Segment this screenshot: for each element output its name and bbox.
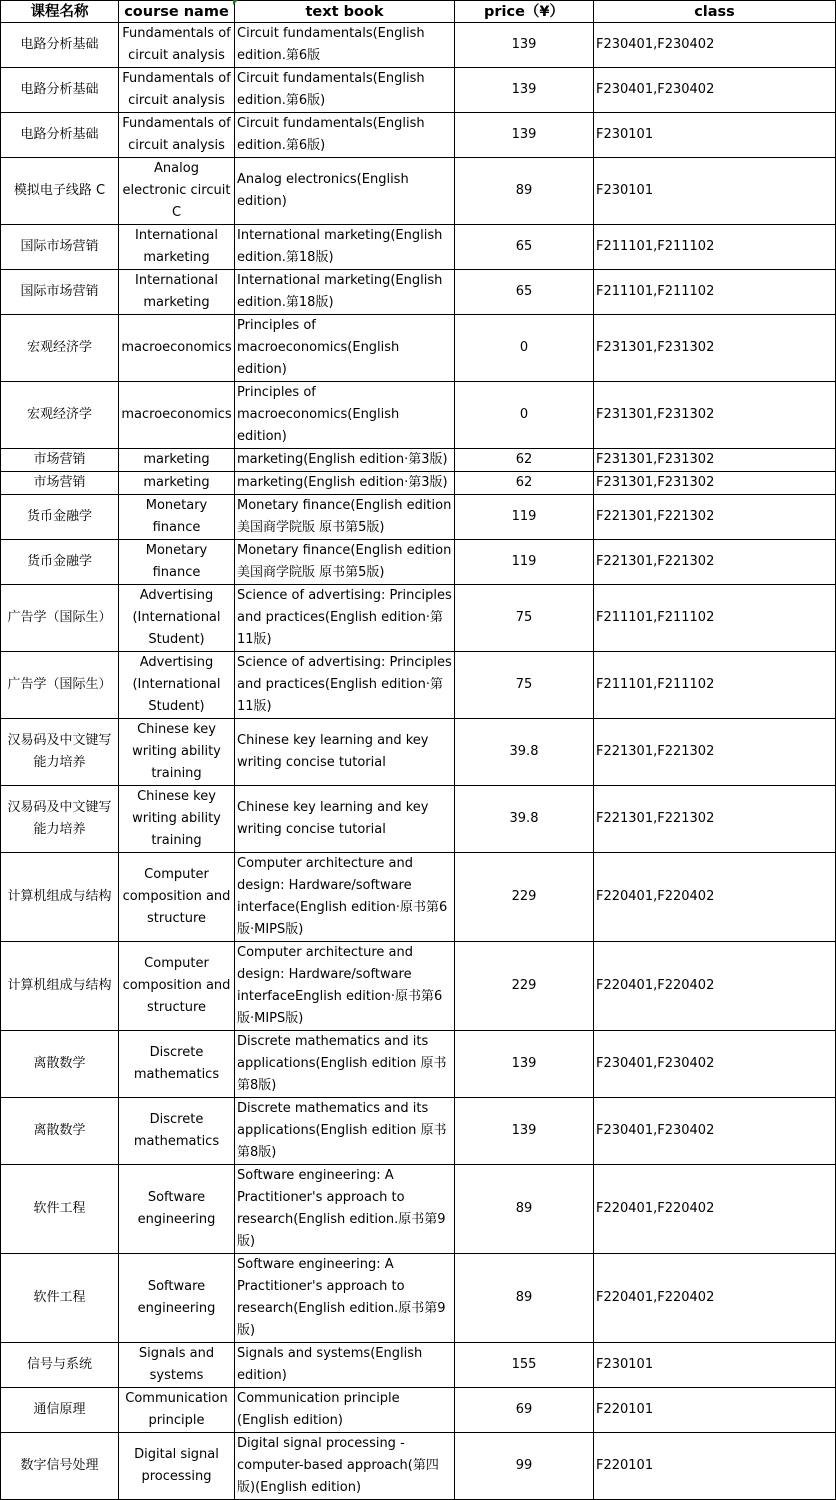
cell-text-book[interactable]: Monetary finance(English edition 美国商学院版 原书第5版)	[235, 540, 455, 585]
table-row	[1, 449, 836, 472]
cell-class[interactable]: F211101,F211102	[594, 652, 836, 719]
cell-class[interactable]: F221301,F221302	[594, 540, 836, 585]
cell-cn-name[interactable]: 市场营销	[1, 449, 119, 472]
cell-text-book[interactable]: marketing(English edition·第3版)	[235, 449, 455, 472]
cell-text-book[interactable]: Analog electronics(English edition)	[235, 158, 455, 225]
cell-price[interactable]: 119	[455, 540, 594, 585]
cell-text-book[interactable]: Monetary finance(English edition 美国商学院版 原书第5版)	[235, 495, 455, 540]
cell-class[interactable]: F230401,F230402	[594, 68, 836, 113]
cell-class[interactable]: F220401,F220402	[594, 853, 836, 942]
cell-price[interactable]: 119	[455, 495, 594, 540]
cell-course-name[interactable]: marketing	[119, 449, 235, 472]
cell-course-name[interactable]: Signals and systems	[119, 1343, 235, 1388]
cell-text-book[interactable]: Science of advertising: Principles and practices(English edition·第11版)	[235, 652, 455, 719]
cell-course-name[interactable]: Computer composition and structure	[119, 942, 235, 1031]
cell-class[interactable]: F211101,F211102	[594, 270, 836, 315]
cell-course-name[interactable]: Computer composition and structure	[119, 853, 235, 942]
cell-class[interactable]: F220401,F220402	[594, 1165, 836, 1254]
cell-price[interactable]: 139	[455, 1031, 594, 1098]
cell-cn-name[interactable]: 国际市场营销	[1, 225, 119, 270]
cell-class[interactable]: F231301,F231302	[594, 472, 836, 495]
cell-price[interactable]: 75	[455, 585, 594, 652]
cell-cn-name[interactable]: 汉易码及中文键写能力培养	[1, 786, 119, 853]
cell-price[interactable]: 139	[455, 1098, 594, 1165]
cell-class[interactable]: F230101	[594, 158, 836, 225]
cell-class[interactable]: F230401,F230402	[594, 1031, 836, 1098]
cell-class[interactable]: F221301,F221302	[594, 719, 836, 786]
cell-course-name[interactable]: Advertising (International Student)	[119, 585, 235, 652]
cell-price[interactable]: 89	[455, 1254, 594, 1343]
cell-price[interactable]: 65	[455, 270, 594, 315]
cell-cn-name[interactable]: 货币金融学	[1, 540, 119, 585]
header-course-name[interactable]: course name	[119, 1, 235, 23]
cell-price[interactable]: 89	[455, 1165, 594, 1254]
table-row	[1, 1165, 836, 1254]
table-row	[1, 1433, 836, 1500]
cell-cn-name[interactable]: 软件工程	[1, 1165, 119, 1254]
cell-text-book[interactable]: Principles of macroeconomics(English edition)	[235, 382, 455, 449]
cell-cn-name[interactable]: 通信原理	[1, 1388, 119, 1433]
cell-price[interactable]: 62	[455, 472, 594, 495]
cell-text-book[interactable]: Discrete mathematics and its applications(English edition 原书第8版)	[235, 1031, 455, 1098]
cell-class[interactable]: F231301,F231302	[594, 449, 836, 472]
cell-comment-marker	[233, 0, 238, 5]
cell-cn-name[interactable]: 离散数学	[1, 1098, 119, 1165]
table-row	[1, 652, 836, 719]
table-row	[1, 382, 836, 449]
cell-cn-name[interactable]: 国际市场营销	[1, 270, 119, 315]
cell-cn-name[interactable]: 市场营销	[1, 472, 119, 495]
table-row	[1, 585, 836, 652]
cell-class[interactable]: F221301,F221302	[594, 495, 836, 540]
cell-class[interactable]: F211101,F211102	[594, 225, 836, 270]
cell-cn-name[interactable]: 数字信号处理	[1, 1433, 119, 1500]
cell-text-book[interactable]: Software engineering: A Practitioner's approach to research(English edition.原书第9版)	[235, 1165, 455, 1254]
cell-price[interactable]: 0	[455, 315, 594, 382]
cell-class[interactable]: F220101	[594, 1388, 836, 1433]
cell-course-name[interactable]: macroeconomics	[119, 315, 235, 382]
cell-price[interactable]: 229	[455, 853, 594, 942]
cell-class[interactable]: F231301,F231302	[594, 315, 836, 382]
cell-course-name[interactable]: Discrete mathematics	[119, 1031, 235, 1098]
cell-text-book[interactable]: International marketing(English edition.第18版)	[235, 225, 455, 270]
cell-price[interactable]: 139	[455, 68, 594, 113]
cell-course-name[interactable]: Software engineering	[119, 1165, 235, 1254]
cell-price[interactable]: 0	[455, 382, 594, 449]
cell-cn-name[interactable]: 汉易码及中文键写能力培养	[1, 719, 119, 786]
cell-course-name[interactable]: International marketing	[119, 225, 235, 270]
cell-cn-name[interactable]: 电路分析基础	[1, 68, 119, 113]
cell-price[interactable]: 75	[455, 652, 594, 719]
header-class[interactable]: class	[594, 1, 836, 23]
cell-cn-name[interactable]: 宏观经济学	[1, 315, 119, 382]
cell-cn-name[interactable]: 电路分析基础	[1, 113, 119, 158]
table-row	[1, 23, 836, 68]
header-cn-name[interactable]: 课程名称	[1, 1, 119, 23]
cell-course-name[interactable]: Fundamentals of circuit analysis	[119, 113, 235, 158]
cell-text-book[interactable]: Chinese key learning and key writing concise tutorial	[235, 719, 455, 786]
cell-price[interactable]: 65	[455, 225, 594, 270]
cell-text-book[interactable]: Principles of macroeconomics(English edition)	[235, 315, 455, 382]
cell-text-book[interactable]: Signals and systems(English edition)	[235, 1343, 455, 1388]
cell-course-name[interactable]: Advertising (International Student)	[119, 652, 235, 719]
cell-course-name[interactable]: macroeconomics	[119, 382, 235, 449]
cell-text-book[interactable]: Software engineering: A Practitioner's approach to research(English edition.原书第9版)	[235, 1254, 455, 1343]
cell-text-book[interactable]: Computer architecture and design: Hardware/software interface(English edition·原书第6版·MIPS版)	[235, 853, 455, 942]
cell-course-name[interactable]: Digital signal processing	[119, 1433, 235, 1500]
cell-class[interactable]: F230101	[594, 113, 836, 158]
cell-price[interactable]: 89	[455, 158, 594, 225]
table-row	[1, 315, 836, 382]
table-row	[1, 719, 836, 786]
cell-text-book[interactable]: Circuit fundamentals(English edition.第6版)	[235, 68, 455, 113]
cell-course-name[interactable]: Chinese key writing ability training	[119, 719, 235, 786]
cell-class[interactable]: F211101,F211102	[594, 585, 836, 652]
cell-text-book[interactable]: Computer architecture and design: Hardware/software interfaceEnglish edition·原书第6版·MIPS版)	[235, 942, 455, 1031]
cell-course-name[interactable]: Fundamentals of circuit analysis	[119, 68, 235, 113]
cell-price[interactable]: 139	[455, 23, 594, 68]
table-row	[1, 853, 836, 942]
cell-class[interactable]: F230101	[594, 1343, 836, 1388]
table-row	[1, 786, 836, 853]
cell-course-name[interactable]: Fundamentals of circuit analysis	[119, 23, 235, 68]
cell-cn-name[interactable]: 电路分析基础	[1, 23, 119, 68]
header-row	[1, 1, 836, 23]
table-row	[1, 472, 836, 495]
table-row	[1, 1343, 836, 1388]
cell-class[interactable]: F230401,F230402	[594, 23, 836, 68]
table-row	[1, 1254, 836, 1343]
cell-text-book[interactable]: marketing(English edition·第3版)	[235, 472, 455, 495]
table-row	[1, 158, 836, 225]
table-row	[1, 1098, 836, 1165]
cell-class[interactable]: F230401,F230402	[594, 1098, 836, 1165]
cell-cn-name[interactable]: 离散数学	[1, 1031, 119, 1098]
cell-course-name[interactable]: Communication principle	[119, 1388, 235, 1433]
table-row	[1, 1388, 836, 1433]
cell-price[interactable]: 69	[455, 1388, 594, 1433]
table-row	[1, 942, 836, 1031]
cell-cn-name[interactable]: 信号与系统	[1, 1343, 119, 1388]
cell-text-book[interactable]: Circuit fundamentals(English edition.第6版)	[235, 113, 455, 158]
cell-class[interactable]: F220401,F220402	[594, 1254, 836, 1343]
cell-price[interactable]: 39.8	[455, 719, 594, 786]
table-row	[1, 540, 836, 585]
header-text-book[interactable]: text book	[235, 1, 455, 23]
table-row	[1, 68, 836, 113]
cell-price[interactable]: 62	[455, 449, 594, 472]
cell-price[interactable]: 99	[455, 1433, 594, 1500]
cell-cn-name[interactable]: 软件工程	[1, 1254, 119, 1343]
cell-text-book[interactable]: Communication principle (English edition)	[235, 1388, 455, 1433]
table-row	[1, 495, 836, 540]
table-row	[1, 113, 836, 158]
cell-course-name[interactable]: Discrete mathematics	[119, 1098, 235, 1165]
cell-class[interactable]: F221301,F221302	[594, 786, 836, 853]
cell-class[interactable]: F220101	[594, 1433, 836, 1500]
table-row	[1, 1031, 836, 1098]
cell-course-name[interactable]: Software engineering	[119, 1254, 235, 1343]
cell-class[interactable]: F220401,F220402	[594, 942, 836, 1031]
cell-cn-name[interactable]: 广告学（国际生）	[1, 652, 119, 719]
cell-price[interactable]: 229	[455, 942, 594, 1031]
cell-price[interactable]: 39.8	[455, 786, 594, 853]
cell-cn-name[interactable]: 计算机组成与结构	[1, 942, 119, 1031]
cell-cn-name[interactable]: 广告学（国际生）	[1, 585, 119, 652]
cell-cn-name[interactable]: 货币金融学	[1, 495, 119, 540]
cell-class[interactable]: F231301,F231302	[594, 382, 836, 449]
cell-course-name[interactable]: Monetary finance	[119, 495, 235, 540]
cell-text-book[interactable]: Chinese key learning and key writing concise tutorial	[235, 786, 455, 853]
table-row	[1, 270, 836, 315]
cell-course-name[interactable]: Chinese key writing ability training	[119, 786, 235, 853]
cell-text-book[interactable]: Discrete mathematics and its applications(English edition 原书第8版)	[235, 1098, 455, 1165]
table-body	[1, 23, 836, 1500]
cell-course-name[interactable]: Analog electronic circuit C	[119, 158, 235, 225]
cell-cn-name[interactable]: 计算机组成与结构	[1, 853, 119, 942]
cell-text-book[interactable]: International marketing(English edition.第18版)	[235, 270, 455, 315]
cell-course-name[interactable]: Monetary finance	[119, 540, 235, 585]
cell-course-name[interactable]: marketing	[119, 472, 235, 495]
header-price[interactable]: price（¥）	[455, 1, 594, 23]
cell-price[interactable]: 155	[455, 1343, 594, 1388]
cell-price[interactable]: 139	[455, 113, 594, 158]
table-row	[1, 225, 836, 270]
cell-course-name[interactable]: International marketing	[119, 270, 235, 315]
cell-text-book[interactable]: Digital signal processing - computer-based approach(第四版)(English edition)	[235, 1433, 455, 1500]
cell-cn-name[interactable]: 宏观经济学	[1, 382, 119, 449]
cell-cn-name[interactable]: 模拟电子线路 C	[1, 158, 119, 225]
cell-text-book[interactable]: Circuit fundamentals(English edition.第6版	[235, 23, 455, 68]
cell-text-book[interactable]: Science of advertising: Principles and practices(English edition·第11版)	[235, 585, 455, 652]
